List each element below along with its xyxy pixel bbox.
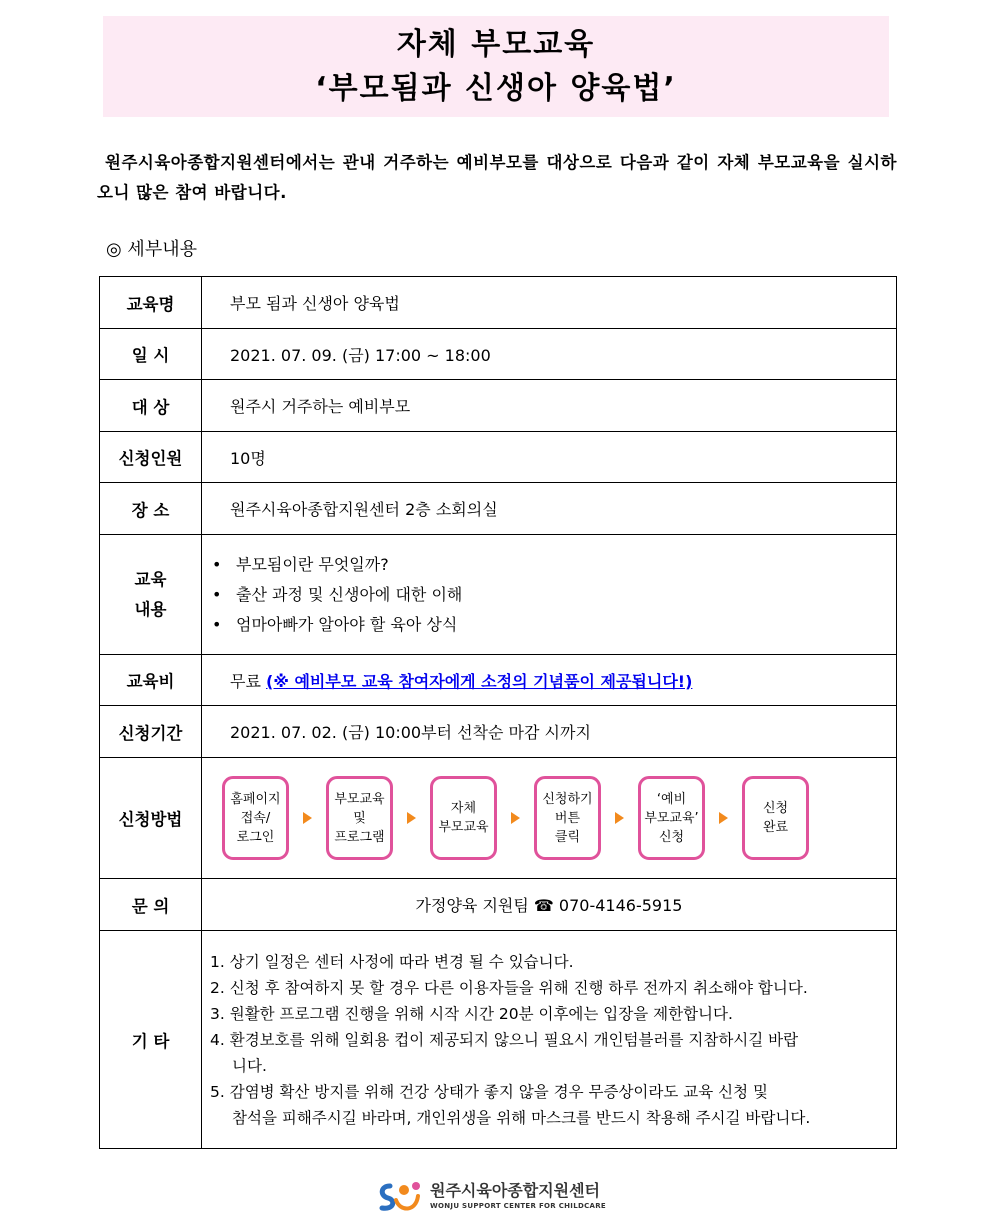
- value-place: 원주시육아종합지원센터 2층 소회의실: [202, 483, 897, 535]
- value-etc: [202, 931, 897, 1149]
- value-period: 2021. 07. 02. (금) 10:00부터 선착순 마감 시까지: [202, 706, 897, 758]
- label-etc: 기 타: [100, 931, 202, 1149]
- list-item: 1. 상기 일정은 센터 사정에 따라 변경 될 수 있습니다.: [210, 952, 574, 971]
- value-name: 부모 됨과 신생아 양육법: [202, 277, 897, 329]
- row-target: [100, 380, 897, 432]
- info-table: [99, 276, 897, 1149]
- title-banner: [103, 16, 889, 117]
- row-capacity: [100, 432, 897, 483]
- center-logo-icon: [376, 1178, 424, 1214]
- value-contact: 가정양육 지원팀 ☎ 070-4146-5915: [202, 879, 897, 931]
- row-name: [100, 277, 897, 329]
- value-date: 2021. 07. 09. (금) 17:00 ~ 18:00: [202, 329, 897, 380]
- list-item: 3. 원활한 프로그램 진행을 위해 시작 시간 20분 이후에는 입장을 제한합니다.: [210, 1004, 733, 1023]
- row-period: [100, 706, 897, 758]
- row-place: [100, 483, 897, 535]
- intro-paragraph: 원주시육아종합지원센터에서는 관내 거주하는 예비부모를 대상으로 다음과 같이 자체 부모교육을 실시하오니 많은 참여 바랍니다.: [97, 153, 897, 202]
- row-contact: [100, 879, 897, 931]
- value-target: 원주시 거주하는 예비부모: [202, 380, 897, 432]
- title-line2: ‘부모됨과 신생아 양육법’: [315, 70, 677, 106]
- label-capacity: 신청인원: [100, 432, 202, 483]
- label-target: 대 상: [100, 380, 202, 432]
- label-content: [100, 535, 202, 655]
- row-fee: [100, 655, 897, 706]
- fee-note-link[interactable]: (※ 예비부모 교육 참여자에게 소정의 기념품이 제공됩니다!): [266, 671, 693, 691]
- value-content: [202, 535, 897, 655]
- section-label: ◎ 세부내용: [106, 239, 197, 260]
- label-method: 신청방법: [100, 758, 202, 879]
- label-place: 장 소: [100, 483, 202, 535]
- arrow-right-icon: [719, 812, 728, 824]
- row-content: [100, 535, 897, 655]
- arrow-right-icon: [511, 812, 520, 824]
- list-item: 5. 감염병 확산 방지를 위해 건강 상태가 좋지 않을 경우 무증상이라도 교육 신청 및 참석을 피해주시길 바라며, 개인위생을 위해 마스크를 반드시 착용해 주시길 바랍니다.: [210, 1082, 811, 1127]
- content-list: [202, 550, 896, 640]
- application-flow: [202, 776, 896, 860]
- title-line1: 자체 부모교육: [396, 26, 596, 62]
- row-date: [100, 329, 897, 380]
- label-content-line2: 내용: [134, 599, 167, 619]
- label-name: 교육명: [100, 277, 202, 329]
- footer-text: [430, 1181, 606, 1211]
- step-complete: 신청 완료: [742, 776, 809, 860]
- list-item: • 부모됨이란 무엇일까?: [212, 554, 389, 574]
- label-period: 신청기간: [100, 706, 202, 758]
- value-capacity: 10명: [202, 432, 897, 483]
- list-item: • 엄마아빠가 알아야 할 육아 상식: [212, 614, 458, 634]
- value-method: [202, 758, 897, 879]
- arrow-right-icon: [615, 812, 624, 824]
- footer-org-kr: 원주시육아종합지원센터: [430, 1181, 601, 1200]
- step-apply: ‘예비 부모교육’ 신청: [638, 776, 705, 860]
- value-fee: [202, 655, 897, 706]
- footer-logo: [376, 1178, 606, 1214]
- fee-value: 무료: [230, 671, 261, 691]
- step-click-button: 신청하기 버튼 클릭: [534, 776, 601, 860]
- footer-org-en: WONJU SUPPORT CENTER FOR CHILDCARE: [430, 1202, 606, 1210]
- label-content-line1: 교육: [134, 569, 167, 589]
- row-method: [100, 758, 897, 879]
- list-item: 4. 환경보호를 위해 일회용 컵이 제공되지 않으니 필요시 개인텀블러를 지참하시길 바랍 니다.: [210, 1030, 799, 1075]
- row-etc: [100, 931, 897, 1149]
- step-homepage-login: 홈페이지 접속/ 로그인: [222, 776, 289, 860]
- label-contact: 문 의: [100, 879, 202, 931]
- notes-list: [202, 949, 896, 1131]
- step-program: 부모교육 및 프로그램: [326, 776, 393, 860]
- arrow-right-icon: [407, 812, 416, 824]
- list-item: 2. 신청 후 참여하지 못 할 경우 다른 이용자들을 위해 진행 하루 전까지 취소해야 합니다.: [210, 978, 808, 997]
- label-fee: 교육비: [100, 655, 202, 706]
- label-date: 일 시: [100, 329, 202, 380]
- arrow-right-icon: [303, 812, 312, 824]
- step-own-education: 자체 부모교육: [430, 776, 497, 860]
- list-item: • 출산 과정 및 신생아에 대한 이해: [212, 584, 463, 604]
